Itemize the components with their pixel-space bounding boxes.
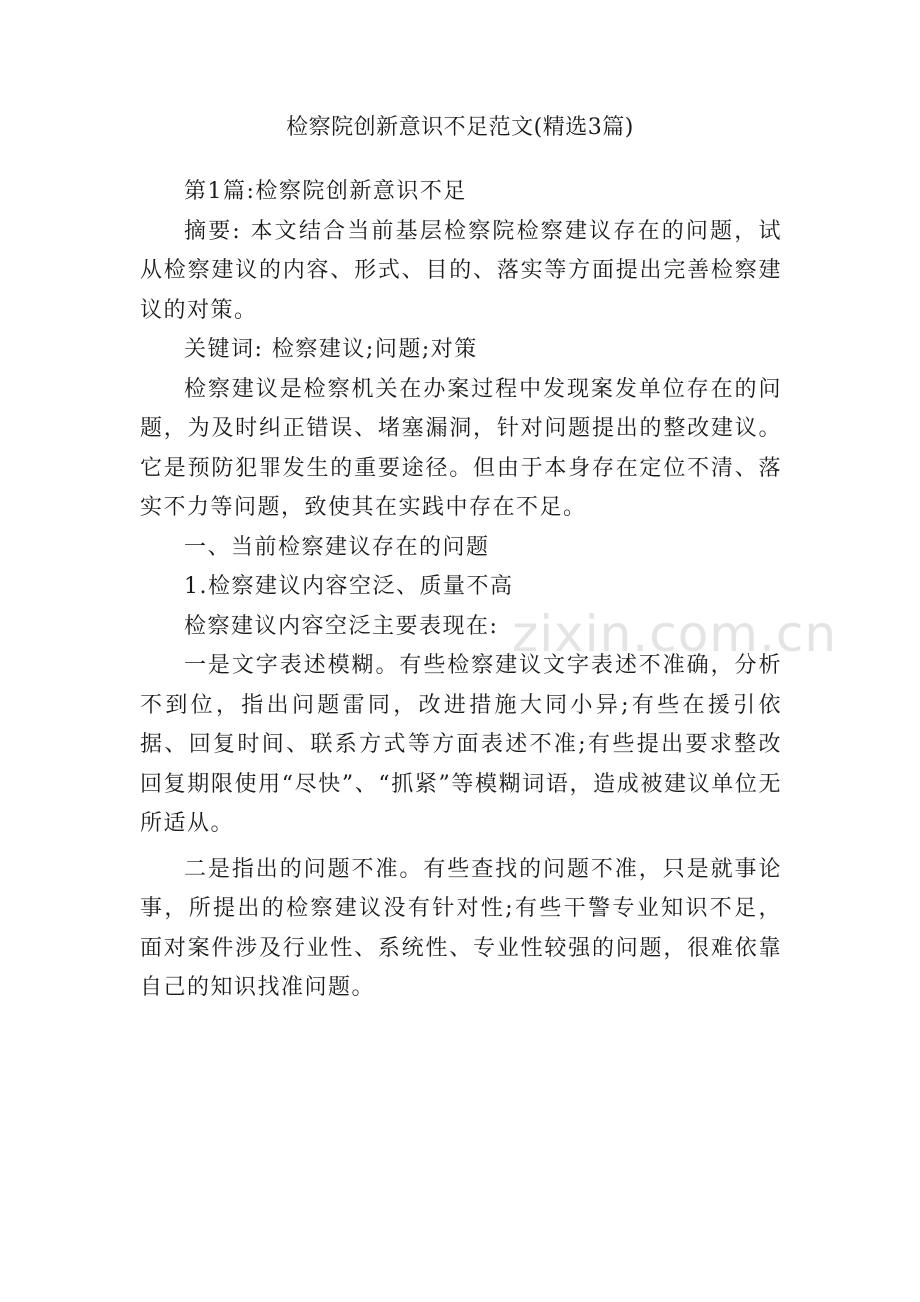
point-one-paragraph: 一是文字表述模糊。有些检察建议文字表述不准确，分析不到位，指出问题雷同，改进措施大同小异;有些在援引依据、回复时间、联系方式等方面表述不准;有些提出要求整改回复期限使用“尽快”、“抓紧”等模糊词语，造成被建议单位无所适从。 [140,653,782,836]
point-two-paragraph: 二是指出的问题不准。有些查找的问题不准，只是就事论事，所提出的检察建议没有针对性;有些干警专业知识不足，面对案件涉及行业性、系统性、专业性较强的问题，很难依靠自己的知识找准问题。 [140,856,782,1000]
document-title: 检察院创新意识不足范文(精选3篇) [286,115,634,140]
document-body [140,172,782,1008]
keywords-paragraph: 关键词: 检察建议;问题;对策 [184,337,478,362]
section-heading-part-1: 第1篇:检察院创新意识不足 [184,179,467,204]
section-heading-problems: 一、当前检察建议存在的问题 [184,534,490,560]
watermark: zixin.com.cn [512,605,838,663]
abstract-paragraph: 摘要: 本文结合当前基层检察院检察建议存在的问题，试从检察建议的内容、形式、目的、落实等方面提出完善检察建议的对策。 [140,218,782,323]
lead-in-paragraph: 检察建议内容空泛主要表现在: [184,613,499,639]
subheading-content-quality: 1.检察建议内容空泛、质量不高 [184,574,514,599]
intro-paragraph: 检察建议是检察机关在办案过程中发现案发单位存在的问题，为及时纠正错误、堵塞漏洞，针对问题提出的整改建议。它是预防犯罪发生的重要途径。但由于本身存在定位不清、落实不力等问题，致使其在实践中存在不足。 [140,376,782,520]
